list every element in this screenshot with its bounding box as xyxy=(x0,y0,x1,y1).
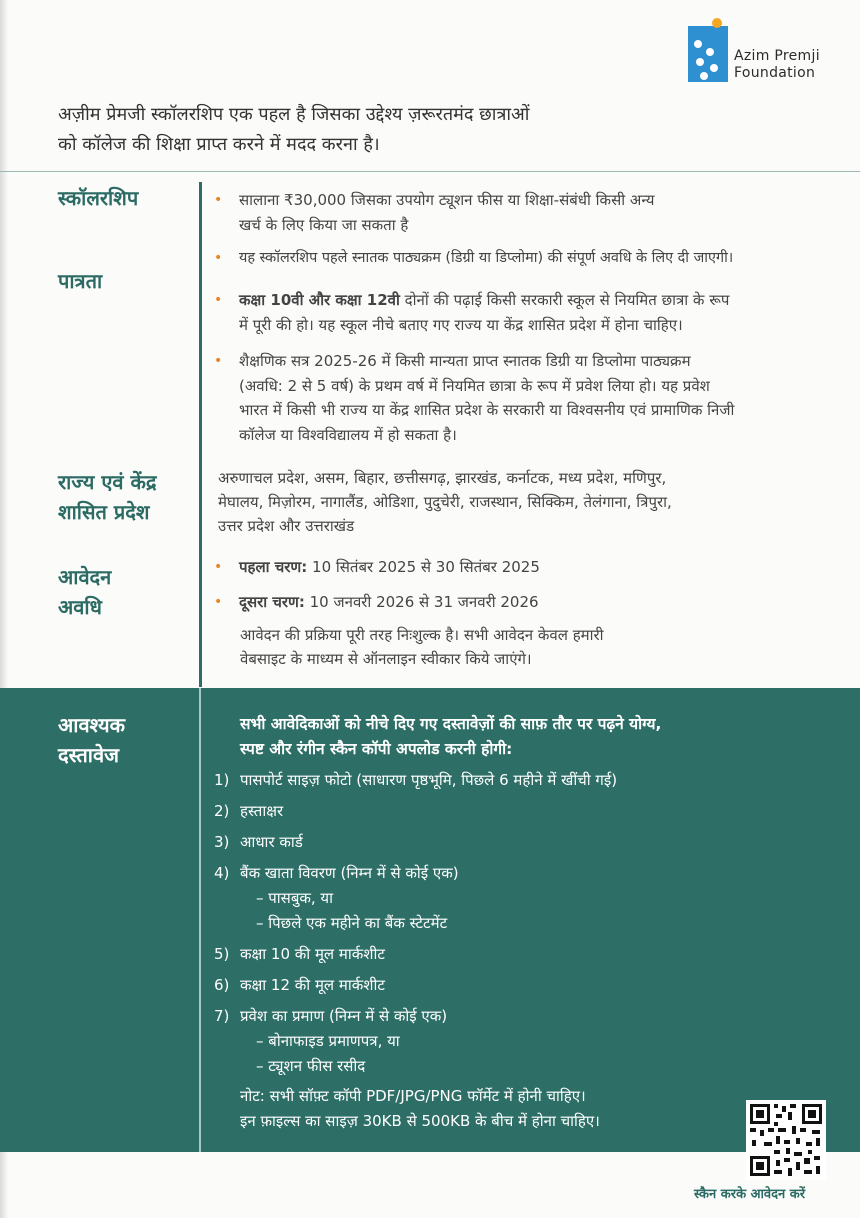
states-line2: मेघालय, मिज़ोरम, नागालैंड, ओडिशा, पुदुचेरी, राजस्थान, सिक्किम, तेलंगाना, त्रिपुरा, xyxy=(218,493,672,511)
doc-item-num: 4) xyxy=(214,864,230,882)
qr-caption: स्कैन करके आवेदन करें xyxy=(694,1187,806,1202)
period-phase-1 xyxy=(214,555,854,580)
doc-item-4-sub-a: – पासबुक, या xyxy=(256,889,334,907)
logo-sun-icon xyxy=(712,18,722,28)
label-states-line2: शासित प्रदेश xyxy=(58,500,150,524)
doc-item-text: बैंक खाता विवरण (निम्न में से कोई एक) xyxy=(240,864,459,882)
doc-item-4 xyxy=(214,861,459,886)
bullet-dot-icon: • xyxy=(214,559,223,575)
doc-item-7 xyxy=(214,1004,447,1029)
scholarship-b2: यह स्कॉलरशिप पहले स्नातक पाठ्यक्रम (डिग्री या डिप्लोमा) की संपूर्ण अवधि के लिए दी जाएगी। xyxy=(239,250,734,266)
doc-item-4-sub-b: – पिछले एक महीने का बैंक स्टेटमेंट xyxy=(256,914,448,932)
bullet-dot-icon: • xyxy=(214,250,223,266)
eligibility-b1-line2: में पूरी की हो। यह स्कूल नीचे बताए गए राज्य या केंद्र शासित प्रदेश में होना चाहिए। xyxy=(239,315,683,334)
period-phase-2 xyxy=(214,590,854,615)
label-states-line1: राज्य एवं केंद्र xyxy=(58,470,157,494)
doc-item-text: पासपोर्ट साइज़ फोटो (साधारण पृष्ठभूमि, पिछले 6 महीने में खींची गई) xyxy=(240,771,618,789)
doc-item-num: 3) xyxy=(214,833,230,851)
doc-item-6 xyxy=(214,973,385,998)
scholarship-bullet-1 xyxy=(214,188,854,237)
logo-line2: Foundation xyxy=(734,65,816,81)
period-note-line2: वेबसाइट के माध्यम से ऑनलाइन स्वीकार किये जाएंगे। xyxy=(240,650,532,668)
doc-item-num: 5) xyxy=(214,945,230,963)
eligibility-b2-line4: कॉलेज या विश्वविद्यालय में हो सकता है। xyxy=(239,425,457,444)
column-divider-docs xyxy=(199,688,201,1152)
intro-paragraph xyxy=(58,100,678,160)
bullet-dot-icon: • xyxy=(214,594,223,610)
docs-note-line2: इन फ़ाइल्स का साइज़ 30KB से 500KB के बीच में होना चाहिए। xyxy=(240,1112,600,1130)
scholarship-b1-line1: सालाना ₹30,000 जिसका उपयोग ट्यूशन फीस या शिक्षा-संबंधी किसी अन्य xyxy=(239,191,655,209)
label-period xyxy=(58,562,111,622)
bullet-dot-icon: • xyxy=(214,192,223,208)
eligibility-bullet-1 xyxy=(214,288,854,337)
states-line1: अरुणाचल प्रदेश, असम, बिहार, छत्तीसगढ़, झारखंड, कर्नाटक, मध्य प्रदेश, मणिपुर, xyxy=(218,469,667,487)
period-p2-dates: 10 जनवरी 2026 से 31 जनवरी 2026 xyxy=(304,593,539,611)
doc-item-5 xyxy=(214,942,385,967)
divider-top xyxy=(0,171,860,172)
doc-item-1 xyxy=(214,768,617,793)
period-p1-label: पहला चरण: xyxy=(239,558,308,576)
eligibility-b1-rest: दोनों की पढ़ाई किसी सरकारी स्कूल से नियमित छात्रा के रूप xyxy=(399,291,730,309)
states-list xyxy=(218,466,838,538)
documents-heading xyxy=(240,712,800,762)
period-p2-label: दूसरा चरण: xyxy=(239,593,305,611)
documents-note xyxy=(240,1084,710,1134)
scholarship-bullet-2 xyxy=(214,246,860,271)
doc-item-text: प्रवेश का प्रमाण (निम्न में से कोई एक) xyxy=(240,1007,448,1025)
docs-head-line2: स्पष्ट और रंगीन स्कैन कॉपी अपलोड करनी होगी: xyxy=(240,740,513,758)
period-note-line1: आवेदन की प्रक्रिया पूरी तरह निःशुल्क है। सभी आवेदन केवल हमारी xyxy=(240,626,604,644)
doc-item-num: 6) xyxy=(214,976,230,994)
qr-code[interactable] xyxy=(746,1100,826,1180)
intro-line2: को कॉलेज की शिक्षा प्राप्त करने में मदद करना है। xyxy=(58,134,380,155)
doc-item-text: आधार कार्ड xyxy=(240,833,303,851)
label-period-line2: अवधि xyxy=(58,595,102,619)
scholarship-b1-line2: खर्च के लिए किया जा सकता है xyxy=(239,215,409,234)
eligibility-b2-line2: (अवधि: 2 से 5 वर्ष) के प्रथम वर्ष में नियमित छात्रा के रूप में प्रवेश लिया हो। यह प्रवेश xyxy=(239,376,710,395)
doc-item-3 xyxy=(214,830,303,855)
doc-item-num: 7) xyxy=(214,1007,230,1025)
bullet-dot-icon: • xyxy=(214,353,223,369)
doc-item-2 xyxy=(214,799,283,824)
doc-item-text: हस्ताक्षर xyxy=(240,802,284,820)
qr-code-icon xyxy=(746,1100,826,1180)
logo-mark-icon xyxy=(688,26,728,82)
doc-item-text: कक्षा 12 की मूल मार्कशीट xyxy=(240,976,385,994)
bullet-dot-icon: • xyxy=(214,292,223,308)
doc-item-num: 1) xyxy=(214,771,230,789)
docs-note-line1: नोट: सभी सॉफ़्ट कॉपी PDF/JPG/PNG फॉर्मेट में होनी चाहिए। xyxy=(240,1087,586,1105)
doc-item-7-sub-b: – ट्यूशन फीस रसीद xyxy=(256,1057,366,1075)
label-documents xyxy=(58,710,125,770)
period-note xyxy=(240,623,860,671)
logo-line1: Azim Premji xyxy=(734,48,820,64)
label-scholarship: स्कॉलरशिप xyxy=(58,186,139,210)
intro-line1: अज़ीम प्रेमजी स्कॉलरशिप एक पहल है जिसका उद्देश्य ज़रूरतमंद छात्राओं xyxy=(58,104,530,125)
label-eligibility: पात्रता xyxy=(58,269,103,293)
eligibility-b1-bold: कक्षा 10वी और कक्षा 12वी xyxy=(239,291,400,309)
logo-text xyxy=(734,48,820,82)
docs-head-line1: सभी आवेदिकाओं को नीचे दिए गए दस्तावेज़ों की साफ़ तौर पर पढ़ने योग्य, xyxy=(240,715,662,733)
doc-item-num: 2) xyxy=(214,802,230,820)
eligibility-bullet-2 xyxy=(214,349,854,447)
label-period-line1: आवेदन xyxy=(58,565,112,589)
doc-item-7-sub-a: – बोनाफाइड प्रमाणपत्र, या xyxy=(256,1032,400,1050)
period-p1-dates: 10 सितंबर 2025 से 30 सितंबर 2025 xyxy=(307,558,540,576)
states-line3: उत्तर प्रदेश और उत्तराखंड xyxy=(218,517,355,535)
label-docs-line2: दस्तावेज xyxy=(58,743,119,767)
eligibility-b2-line3: भारत में किसी भी राज्य या केंद्र शासित प्रदेश के सरकारी या विश्वसनीय एवं प्रामाणिक निजी xyxy=(239,401,735,419)
label-docs-line1: आवश्यक xyxy=(58,713,126,737)
eligibility-b2-line1: शैक्षणिक सत्र 2025-26 में किसी मान्यता प्राप्त स्नातक डिग्री या डिप्लोमा पाठ्यक्रम xyxy=(239,352,691,370)
column-divider xyxy=(199,182,202,687)
doc-item-text: कक्षा 10 की मूल मार्कशीट xyxy=(240,945,385,963)
label-states xyxy=(58,467,157,527)
